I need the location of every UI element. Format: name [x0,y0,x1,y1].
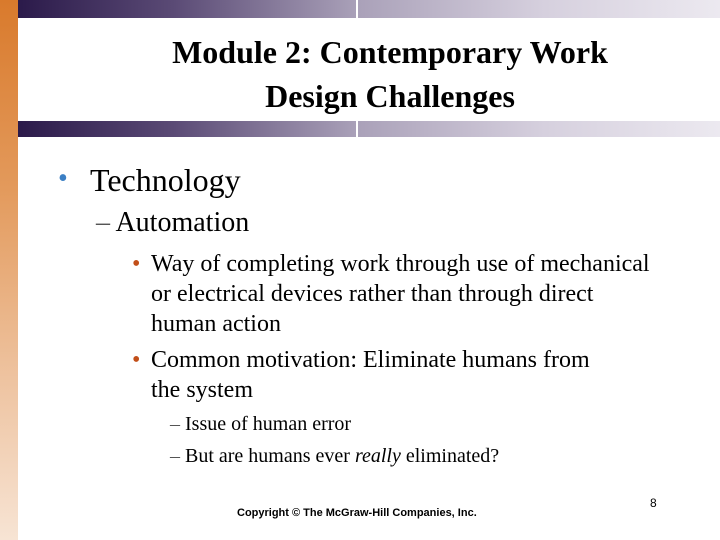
dash-icon: – [170,413,180,435]
mid-band-divider [356,121,358,137]
point-motivation-text: Common motivation: Eliminate humans from the system [151,347,590,403]
left-accent-bar [0,0,18,540]
top-gradient-band [18,0,720,18]
top-band-divider [356,0,358,18]
point-motivation [132,345,622,405]
title-underline-band [18,121,720,137]
subpoint-text-before: But are humans ever [180,445,355,467]
dash-icon: – [96,207,110,238]
bullet-technology-text: Technology [90,162,241,198]
copyright-footer: Copyright © The McGraw-Hill Companies, Inc. [237,507,477,519]
bullet-dot-icon: • [58,163,68,194]
bullet-dot-icon: • [132,347,141,373]
subpoint-human-error-text: Issue of human error [180,413,352,435]
subpoint-really-eliminated [170,442,499,470]
subpoint-text-after: eliminated? [400,445,500,467]
subpoint-human-error [170,410,351,438]
point-definition-text: Way of completing work through use of mechanical or electrical devices rather than through direct human action [151,251,650,337]
slide-title-line2: Design Challenges [265,78,515,114]
bullet-dot-icon: • [132,251,141,277]
subbullet-automation-text: Automation [110,207,250,238]
subpoint-emphasis: really [354,445,401,467]
subbullet-automation [96,206,249,240]
slide-title [40,30,720,118]
dash-icon: – [170,445,180,467]
page-number: 8 [650,496,657,510]
slide-title-line1: Module 2: Contemporary Work [172,34,608,70]
point-definition [132,249,652,339]
